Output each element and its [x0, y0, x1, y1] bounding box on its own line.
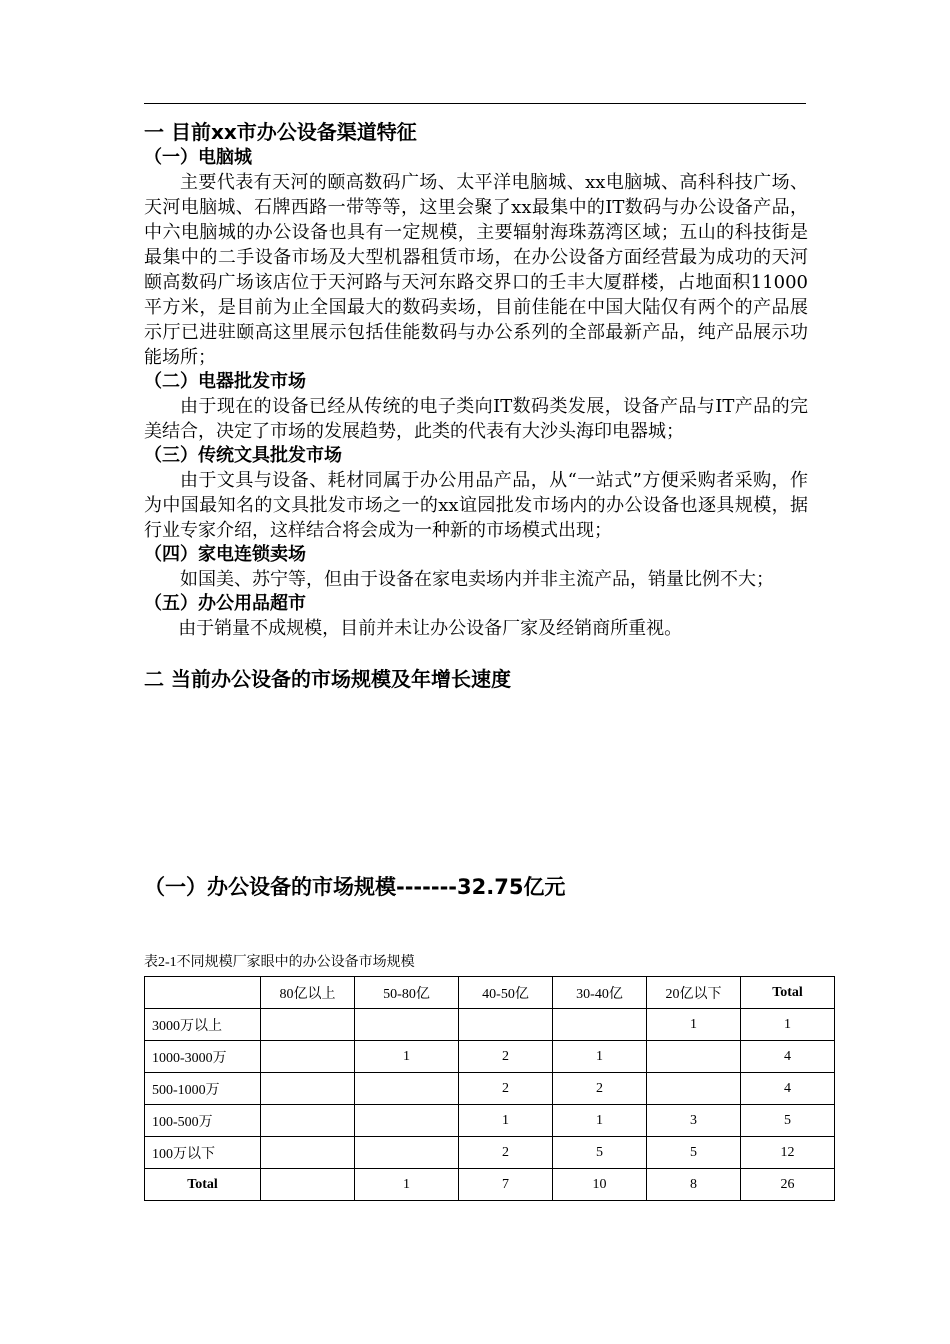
table-cell: 26: [741, 1169, 835, 1201]
table-body: [145, 977, 835, 1201]
table-cell: 1: [553, 1105, 647, 1137]
table-row: [145, 1041, 835, 1073]
table-cell: 10: [553, 1169, 647, 1201]
table-cell: 1: [355, 1169, 459, 1201]
table-cell: [355, 1137, 459, 1169]
table-cell: [355, 1105, 459, 1137]
row-label-cell: 100-500万: [145, 1105, 261, 1137]
table-cell: 1: [647, 1009, 741, 1041]
table-cell: 3: [647, 1105, 741, 1137]
table-cell: 7: [459, 1169, 553, 1201]
subsection-5-text: 由于销量不成规模，目前并未让办公设备厂家及经销商所重视。: [178, 618, 683, 639]
table-cell: 8: [647, 1169, 741, 1201]
row-label-cell: 1000-3000万: [145, 1041, 261, 1073]
section-2-title: 二 当前办公设备的市场规模及年增长速度: [144, 667, 511, 691]
table-cell: [261, 1009, 355, 1041]
header-cell: 80亿以上: [261, 977, 355, 1009]
table-caption: 表2-1不同规模厂家眼中的办公设备市场规模: [144, 955, 415, 970]
table-cell: 5: [647, 1137, 741, 1169]
table-cell: 5: [553, 1137, 647, 1169]
market-size-heading: （一）办公设备的市场规模-------32.75亿元: [144, 875, 566, 899]
table-cell: 1: [553, 1041, 647, 1073]
header-rule: [144, 103, 806, 104]
table-cell: [647, 1041, 741, 1073]
table-cell: [261, 1073, 355, 1105]
table-cell: [553, 1009, 647, 1041]
subsection-4-heading: （四）家电连锁卖场: [144, 544, 306, 565]
header-cell: Total: [741, 977, 835, 1009]
table-header-row: [145, 977, 835, 1009]
table-row: [145, 1169, 835, 1201]
subsection-3-heading: （三）传统文具批发市场: [144, 445, 342, 466]
row-label-cell: Total: [145, 1169, 261, 1201]
table-row: [145, 1137, 835, 1169]
subsection-1-heading: （一）电脑城: [144, 147, 252, 168]
table-cell: [355, 1073, 459, 1105]
table-cell: 1: [355, 1041, 459, 1073]
table-row: [145, 1073, 835, 1105]
table-cell: [459, 1009, 553, 1041]
table-cell: [261, 1169, 355, 1201]
table-cell: 1: [741, 1009, 835, 1041]
table-cell: [261, 1105, 355, 1137]
table-cell: 2: [459, 1041, 553, 1073]
subsection-2-text: 由于现在的设备已经从传统的电子类向IT数码类发展，设备产品与IT产品的完美结合，决定了市场的发展趋势，此类的代表有大沙头海印电器城；: [144, 396, 808, 442]
header-cell: 30-40亿: [553, 977, 647, 1009]
table-cell: 2: [459, 1137, 553, 1169]
document-body: [144, 118, 808, 693]
subsection-3-text: 由于文具与设备、耗材同属于办公用品产品，从“一站式”方便采购者采购，作为中国最知名的文具批发市场之一的xx谊园批发市场内的办公设备也逐具规模，据行业专家介绍，这样结合将会成为一种新的市场模式出现；: [144, 470, 808, 541]
subsection-2-heading: （二）电器批发市场: [144, 371, 306, 392]
table-cell: 4: [741, 1073, 835, 1105]
table-cell: 5: [741, 1105, 835, 1137]
table-cell: 12: [741, 1137, 835, 1169]
header-cell: 20亿以下: [647, 977, 741, 1009]
table-cell: 1: [459, 1105, 553, 1137]
table-cell: 2: [553, 1073, 647, 1105]
table-cell: [261, 1041, 355, 1073]
row-label-cell: 3000万以上: [145, 1009, 261, 1041]
table-row: [145, 1105, 835, 1137]
table-cell: 2: [459, 1073, 553, 1105]
table-cell: [647, 1073, 741, 1105]
market-size-table: [144, 976, 835, 1201]
table-row: [145, 1009, 835, 1041]
table-cell: 4: [741, 1041, 835, 1073]
row-label-cell: 100万以下: [145, 1137, 261, 1169]
subsection-1-text: 主要代表有天河的颐高数码广场、太平洋电脑城、xx电脑城、高科科技广场、天河电脑城、石牌西路一带等等，这里会聚了xx最集中的IT数码与办公设备产品，中六电脑城的办公设备也具有一定规模，主要辐射海珠荔湾区域；五山的科技街是最集中的二手设备市场及大型机器租赁市场，在办公设备方面经营最为成功的天河颐高数码广场该店位于天河路与天河东路交界口的壬丰大厦群楼，占地面积11000平方米，是目前为止全国最大的数码卖场，目前佳能在中国大陆仅有两个的产品展示厅已进驻颐高这里展示包括佳能数码与办公系列的全部最新产品，纯产品展示功能场所；: [144, 172, 808, 368]
row-label-cell: 500-1000万: [145, 1073, 261, 1105]
header-cell: [145, 977, 261, 1009]
subsection-4-text: 如国美、苏宁等，但由于设备在家电卖场内并非主流产品，销量比例不大；: [180, 569, 774, 590]
section-1-title: 一 目前xx市办公设备渠道特征: [144, 120, 417, 144]
subsection-5-heading: （五）办公用品超市: [144, 593, 306, 614]
table-cell: [355, 1009, 459, 1041]
header-cell: 50-80亿: [355, 977, 459, 1009]
table-cell: [261, 1137, 355, 1169]
header-cell: 40-50亿: [459, 977, 553, 1009]
